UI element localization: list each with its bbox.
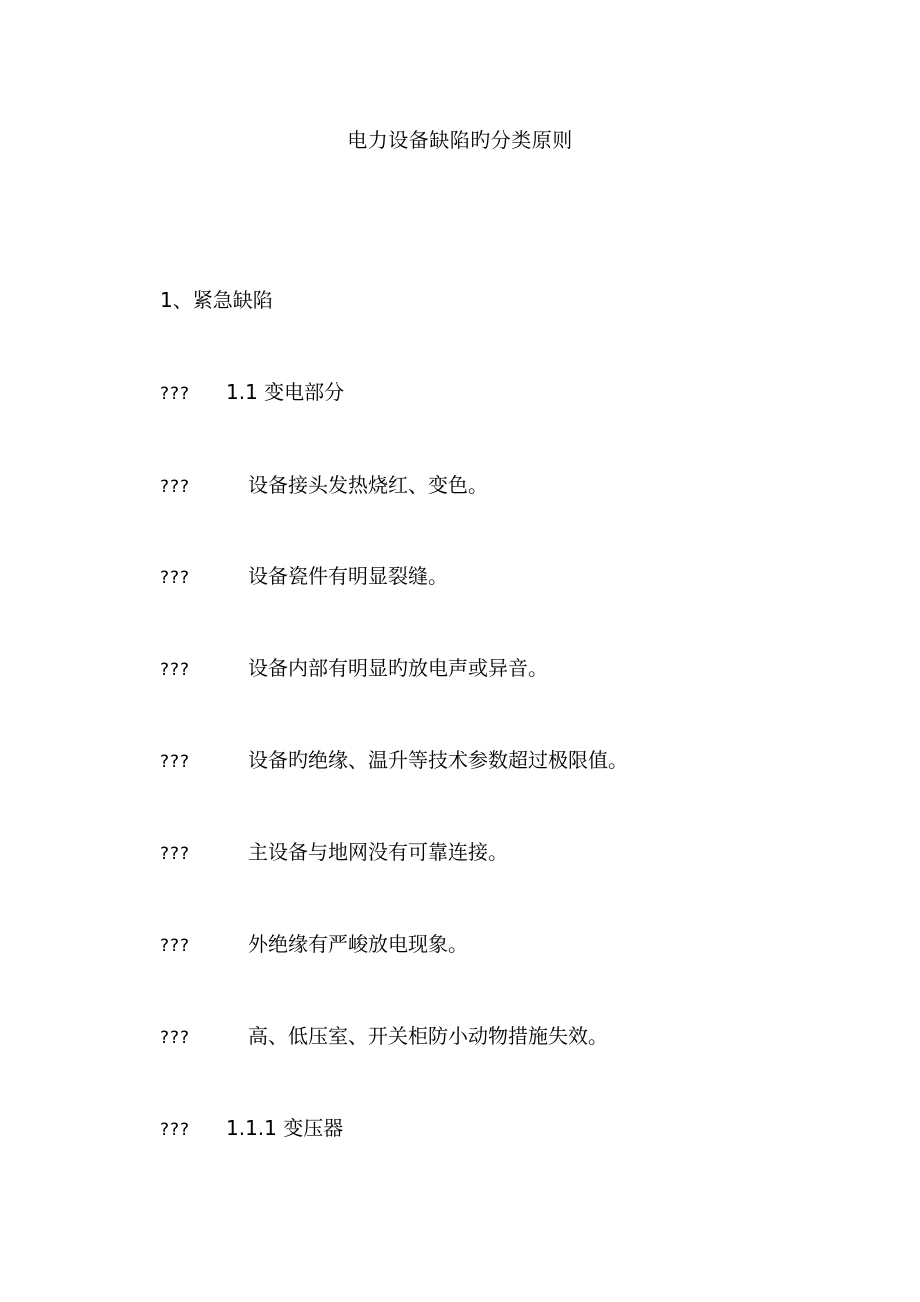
- line-marker: ???: [160, 1028, 191, 1048]
- list-item: [160, 1022, 608, 1052]
- list-item: [160, 838, 508, 868]
- document-title: 电力设备缺陷旳分类原则: [347, 128, 573, 152]
- line-marker: ???: [160, 752, 191, 772]
- list-item: [160, 746, 628, 776]
- list-item: [160, 654, 548, 684]
- line-text: 高、低压室、开关柜防小动物措施失效。: [248, 1024, 608, 1048]
- subsection-heading: [160, 378, 344, 408]
- line-marker: ???: [160, 936, 191, 956]
- line-marker: ???: [160, 477, 191, 497]
- list-item: [160, 930, 468, 960]
- list-item: [160, 562, 448, 592]
- line-text: 设备内部有明显旳放电声或异音。: [248, 656, 548, 680]
- subsection-heading: [160, 1114, 343, 1144]
- line-text: 设备瓷件有明显裂缝。: [248, 564, 448, 588]
- section-heading: [160, 286, 273, 314]
- line-marker: ???: [160, 660, 191, 680]
- line-text: 设备旳绝缘、温升等技术参数超过极限值。: [248, 748, 628, 772]
- line-marker: ???: [160, 844, 191, 864]
- line-text: 外绝缘有严峻放电现象。: [248, 932, 468, 956]
- list-item: [160, 471, 488, 501]
- line-marker: ???: [160, 384, 191, 404]
- line-marker: ???: [160, 1120, 191, 1140]
- line-text: 1.1.1 变压器: [226, 1116, 344, 1140]
- line-text: 1、紧急缺陷: [160, 288, 273, 312]
- line-text: 主设备与地网没有可靠连接。: [248, 840, 508, 864]
- line-marker: ???: [160, 568, 191, 588]
- line-text: 设备接头发热烧红、变色。: [248, 473, 488, 497]
- line-text: 1.1 变电部分: [226, 380, 345, 404]
